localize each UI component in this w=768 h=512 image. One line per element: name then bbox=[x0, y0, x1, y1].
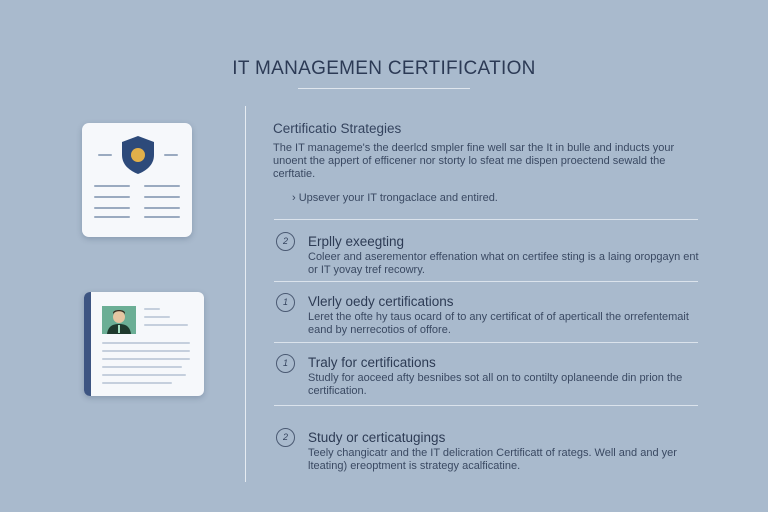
page-title: IT MANAGEMEN CERTIFICATION bbox=[232, 58, 536, 79]
shield-icon bbox=[120, 135, 156, 175]
item-body: Coleer and aserementor effenation what on certifee sting is a laing oropgayn ent or IT yovay tref recowry. bbox=[308, 251, 699, 276]
step-icon: 2 bbox=[276, 428, 295, 447]
profile-card-illustration bbox=[84, 292, 204, 396]
strategies-body: The IT manageme's the deerlcd smpler fine well sar the It in bulle and inducts your unoent the appert of efficener nor storty lo sfeat me dispen proectend sewald the cerftatie. bbox=[273, 142, 675, 180]
step-icon: 2 bbox=[276, 232, 295, 251]
item-body: Leret the ofte hy taus ocard of to any certificat of of aperticall the orrefentemait eand by nerrecotios of offore. bbox=[308, 311, 689, 336]
step-icon: 1 bbox=[276, 293, 295, 312]
item-title: Vlerly oedy certifications bbox=[308, 294, 454, 309]
item-title: Erplly exeegting bbox=[308, 234, 405, 249]
strategies-heading: Certificatio Strategies bbox=[273, 121, 402, 136]
title-divider bbox=[298, 88, 470, 89]
avatar bbox=[102, 306, 136, 334]
strategies-bullet: › Upsever your IT trongaclace and entired. bbox=[292, 192, 498, 204]
item-title: Traly for certifications bbox=[308, 355, 436, 370]
section-divider bbox=[274, 405, 698, 406]
item-title: Study or certicatugings bbox=[308, 430, 446, 445]
step-icon: 1 bbox=[276, 354, 295, 373]
certificate-card-illustration bbox=[82, 123, 192, 237]
item-body: Studly for aoceed afty besnibes sot all on to contilty oplaneende din prion the certification. bbox=[308, 372, 683, 397]
chevron-right-icon: › bbox=[292, 192, 299, 204]
item-body: Teely changicatr and the IT delicration Certificatt of rategs. Well and and yer lteating) ereoptment is strategy acalficatine. bbox=[308, 447, 677, 472]
section-divider bbox=[274, 281, 698, 282]
section-divider bbox=[274, 219, 698, 220]
vertical-divider bbox=[245, 106, 246, 482]
section-divider bbox=[274, 342, 698, 343]
